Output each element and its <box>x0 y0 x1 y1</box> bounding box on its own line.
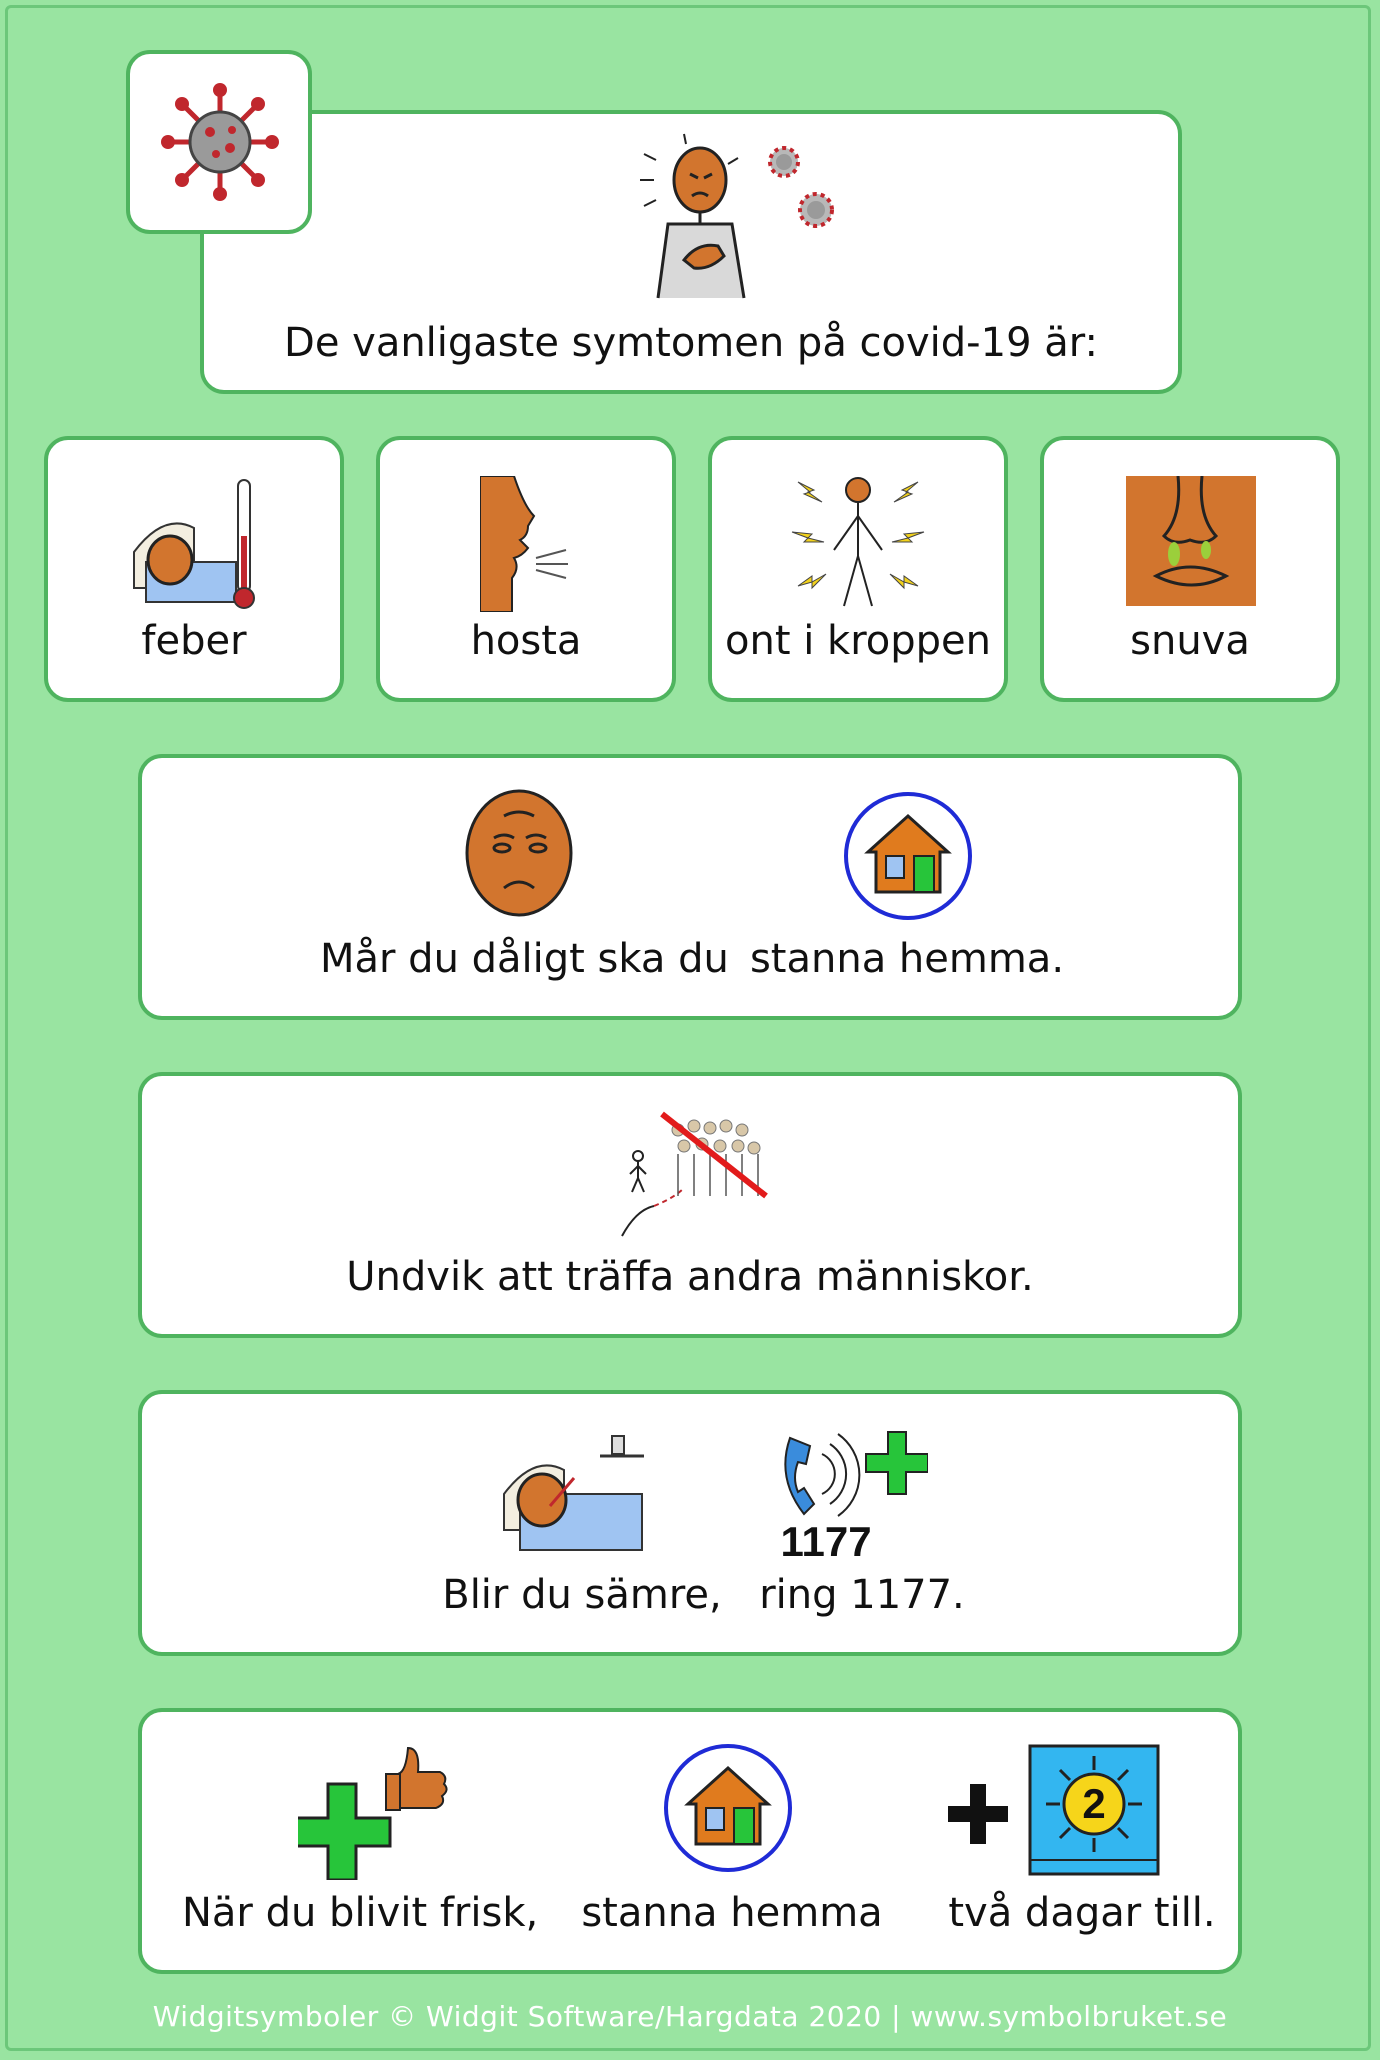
virus-badge <box>126 50 312 234</box>
row4-middle-text: stanna hemma <box>581 1890 883 1936</box>
row1-left-text: Mår du dåligt ska du <box>320 936 729 982</box>
stay-home-card <box>138 754 1242 1020</box>
row2-text: Undvik att träffa andra människor. <box>346 1254 1034 1300</box>
footer-credits: Widgitsymboler © Widgit Software/Hargdata 2020 | www.symbolbruket.se <box>152 2000 1228 2033</box>
phone-number-label: 1177 <box>780 1518 872 1565</box>
house-icon-2 <box>662 1742 794 1874</box>
fever-thermometer-icon <box>126 476 266 612</box>
symptom-label-snuva: snuva <box>1130 618 1250 664</box>
unwell-face-icon <box>464 788 574 918</box>
calendar-number: 2 <box>1082 1780 1106 1827</box>
healthy-plus-thumbs-up-icon <box>298 1744 458 1880</box>
sick-person-icon <box>634 132 854 302</box>
symptom-label-feber: feber <box>141 618 247 664</box>
cough-icon <box>480 476 570 612</box>
row4-left-text: När du blivit frisk, <box>182 1890 539 1936</box>
runny-nose-icon <box>1126 476 1256 606</box>
symptom-card-feber <box>44 436 344 702</box>
recovered-card <box>138 1708 1242 1974</box>
sick-in-bed-icon <box>500 1434 644 1554</box>
call-1177-card <box>138 1390 1242 1656</box>
virus-icon <box>160 82 280 202</box>
body-pain-icon <box>788 476 928 612</box>
avoid-crowd-icon <box>618 1106 768 1242</box>
house-icon <box>842 790 974 922</box>
symptom-label-hosta: hosta <box>470 618 582 664</box>
symptom-card-hosta <box>376 436 676 702</box>
row4-right-text: två dagar till. <box>948 1890 1216 1936</box>
symptom-card-snuva <box>1040 436 1340 702</box>
row3-left-text: Blir du sämre, <box>442 1572 722 1618</box>
plus-icon <box>946 1782 1010 1846</box>
header-card <box>200 110 1182 394</box>
row1-right-text: stanna hemma. <box>749 936 1065 982</box>
header-title: De vanligaste symtomen på covid-19 är: <box>284 320 1098 366</box>
symptom-card-ont-i-kroppen <box>708 436 1008 702</box>
symptom-label-ont-i-kroppen: ont i kroppen <box>725 618 991 664</box>
avoid-people-card <box>138 1072 1242 1338</box>
row3-right-text: ring 1177. <box>759 1572 965 1618</box>
